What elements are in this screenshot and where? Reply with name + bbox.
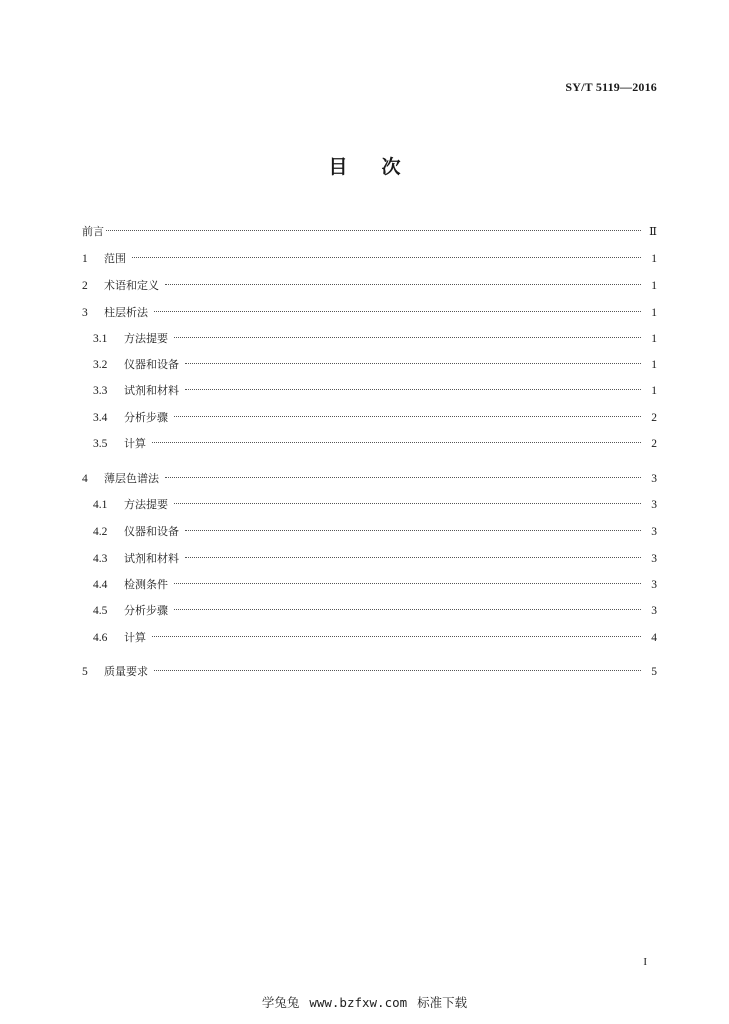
dot-leader bbox=[154, 669, 641, 671]
toc-page: 4 bbox=[651, 632, 657, 644]
dot-leader bbox=[185, 362, 641, 364]
toc-entry[interactable] bbox=[82, 410, 657, 426]
dot-leader bbox=[174, 336, 641, 338]
toc-label: 仪器和设备 bbox=[124, 358, 179, 371]
toc-entry[interactable] bbox=[82, 603, 657, 619]
toc-number: 3.2 bbox=[93, 359, 108, 371]
toc-label: 检测条件 bbox=[124, 578, 168, 591]
toc-number: 4.6 bbox=[93, 632, 108, 644]
toc-page: 2 bbox=[651, 438, 657, 450]
toc-page: 5 bbox=[651, 666, 657, 678]
footer-tagline: 标准下载 bbox=[417, 995, 468, 1010]
footer-url[interactable]: www.bzfxw.com bbox=[309, 995, 408, 1010]
toc-number: 4.5 bbox=[93, 605, 108, 617]
toc-label: 术语和定义 bbox=[104, 279, 159, 292]
dot-leader bbox=[152, 635, 641, 637]
toc-entry[interactable] bbox=[82, 551, 657, 567]
toc-label: 计算 bbox=[124, 631, 146, 644]
toc-entry[interactable] bbox=[82, 331, 657, 347]
toc-number: 4.1 bbox=[93, 499, 108, 511]
toc-label: 试剂和材料 bbox=[124, 552, 179, 565]
dot-leader bbox=[132, 256, 641, 258]
toc-entry[interactable] bbox=[82, 664, 657, 680]
dot-leader bbox=[174, 502, 641, 504]
dot-leader bbox=[174, 415, 641, 417]
page-number: I bbox=[643, 956, 647, 968]
toc-page: 1 bbox=[651, 307, 657, 319]
toc-entry[interactable] bbox=[82, 497, 657, 513]
toc-entry[interactable] bbox=[82, 278, 657, 294]
toc-page: 1 bbox=[651, 253, 657, 265]
toc-number: 4.4 bbox=[93, 579, 108, 591]
dot-leader bbox=[165, 476, 641, 478]
toc-label: 计算 bbox=[124, 437, 146, 450]
toc-page: 1 bbox=[651, 385, 657, 397]
toc-label: 仪器和设备 bbox=[124, 525, 179, 538]
footer-watermark bbox=[0, 993, 729, 1011]
dot-leader bbox=[185, 529, 641, 531]
toc-number: 1 bbox=[82, 253, 88, 265]
toc-label: 范围 bbox=[104, 252, 126, 265]
dot-leader bbox=[106, 229, 641, 231]
toc-number: 3.4 bbox=[93, 412, 108, 424]
toc-label: 柱层析法 bbox=[104, 306, 148, 319]
toc-page: 3 bbox=[651, 579, 657, 591]
toc-number: 4 bbox=[82, 473, 88, 485]
toc-entry[interactable] bbox=[82, 251, 657, 267]
toc-label: 试剂和材料 bbox=[124, 384, 179, 397]
toc-entry[interactable] bbox=[82, 357, 657, 373]
toc-entry[interactable] bbox=[82, 524, 657, 540]
page-title: 目次 bbox=[328, 156, 435, 178]
dot-leader bbox=[174, 582, 641, 584]
toc-entry-foreword[interactable] bbox=[82, 224, 657, 240]
toc-entry[interactable] bbox=[82, 577, 657, 593]
toc-label: 分析步骤 bbox=[124, 411, 168, 424]
dot-leader bbox=[185, 388, 641, 390]
toc-entry[interactable] bbox=[82, 383, 657, 399]
dot-leader bbox=[174, 608, 641, 610]
toc-page: 2 bbox=[651, 412, 657, 424]
dot-leader bbox=[152, 441, 641, 443]
dot-leader bbox=[165, 283, 641, 285]
toc-label: 方法提要 bbox=[124, 498, 168, 511]
toc-page: 1 bbox=[651, 333, 657, 345]
toc-page: 3 bbox=[651, 553, 657, 565]
toc-page: 3 bbox=[651, 605, 657, 617]
toc-label: 方法提要 bbox=[124, 332, 168, 345]
toc-page: 1 bbox=[651, 359, 657, 371]
toc-entry[interactable] bbox=[82, 305, 657, 321]
dot-leader bbox=[154, 310, 641, 312]
toc-number: 4.3 bbox=[93, 553, 108, 565]
footer-site-name: 学兔兔 bbox=[261, 995, 300, 1010]
toc-number: 2 bbox=[82, 280, 88, 292]
toc-label: 分析步骤 bbox=[124, 604, 168, 617]
toc-entry[interactable] bbox=[82, 436, 657, 452]
toc-page: 3 bbox=[651, 526, 657, 538]
toc-label: 薄层色谱法 bbox=[104, 472, 159, 485]
toc-label: 质量要求 bbox=[104, 665, 148, 678]
toc-page: Ⅱ bbox=[649, 226, 657, 238]
toc-number: 3.5 bbox=[93, 438, 108, 450]
toc-number: 3.3 bbox=[93, 385, 108, 397]
toc-page: 3 bbox=[651, 499, 657, 511]
dot-leader bbox=[185, 556, 641, 558]
toc-label: 前言 bbox=[82, 225, 104, 238]
toc-number: 4.2 bbox=[93, 526, 108, 538]
standard-code: SY/T 5119—2016 bbox=[565, 80, 657, 94]
toc-number: 3.1 bbox=[93, 333, 108, 345]
toc-entry[interactable] bbox=[82, 471, 657, 487]
toc-page: 3 bbox=[651, 473, 657, 485]
toc-number: 3 bbox=[82, 307, 88, 319]
toc-page: 1 bbox=[651, 280, 657, 292]
toc-entry[interactable] bbox=[82, 630, 657, 646]
toc-number: 5 bbox=[82, 666, 88, 678]
